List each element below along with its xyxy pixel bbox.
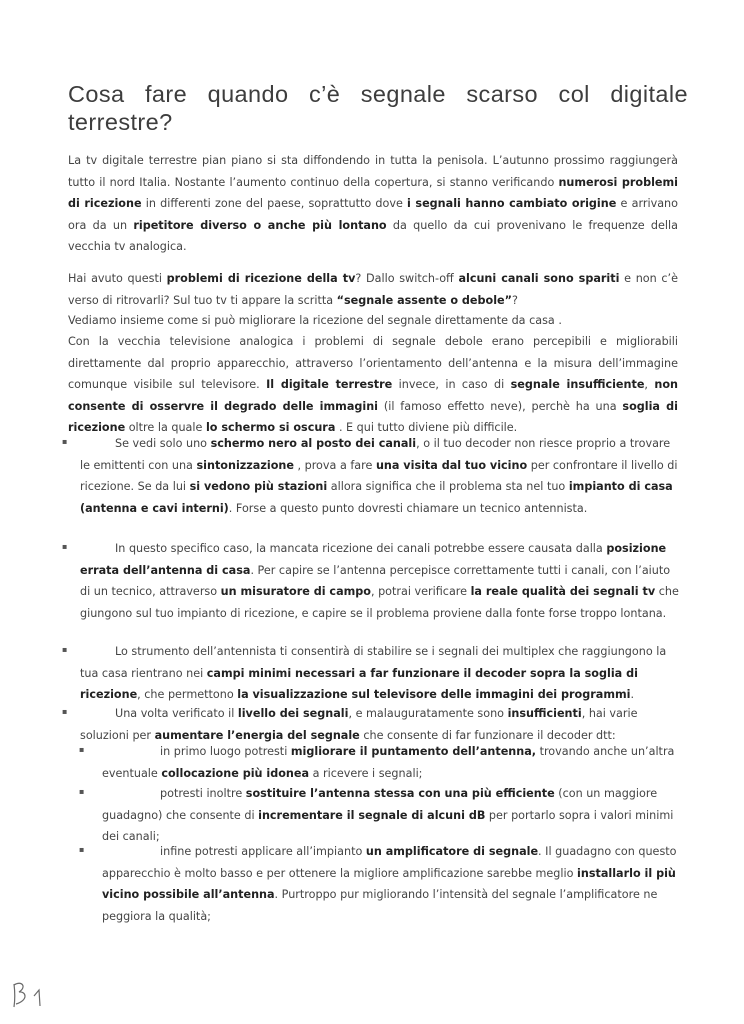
bold-text-run: Il digitale terrestre: [266, 378, 393, 391]
text-run: a ricevere i segnali;: [309, 766, 423, 780]
handwritten-signature: [10, 978, 50, 1010]
bold-text-run: insufficienti: [507, 707, 582, 720]
text-run: ?: [511, 293, 518, 307]
bold-text-run: incrementare il segnale di alcuni dB: [258, 808, 486, 822]
page-title: Cosa fare quando c’è segnale scarso col digitale terrestre?: [68, 81, 688, 135]
text-run: in differenti zone del paese, soprattutto dove: [141, 197, 408, 210]
bold-text-run: impianto di casa (antenna e cavi interni): [80, 480, 673, 515]
bold-text-run: i segnali hanno cambiato origine: [407, 197, 617, 210]
bold-text-run: schermo nero al posto dei canali: [210, 437, 417, 450]
bold-text-run: sostituire l’antenna stessa con una più efficiente: [245, 787, 555, 800]
bold-text-run: livello dei segnali: [237, 707, 349, 720]
text-run: Una volta verificato il: [115, 707, 238, 720]
bold-text-run: la reale qualità dei segnali tv: [470, 585, 656, 598]
text-run: che giungono sul tuo impianto di ricezione, e capire se il problema proviene dalla fonte forse troppo lontana.: [80, 585, 679, 620]
lead-paragraph: [68, 310, 678, 332]
text-run: e arrivano ora da un: [68, 197, 678, 232]
sub-item-pointing: [102, 741, 678, 784]
text-run: (con un maggiore guadagno) che consente di: [102, 787, 658, 822]
bullet-marker: ▪: [62, 437, 68, 446]
text-run: infine potresti applicare all’impianto: [160, 845, 366, 858]
text-run: Lo strumento dell’antennista ti consentirà di stabilire se i segnali dei multiplex che raggiungono la tua casa rientrano nei: [80, 645, 667, 680]
text-run: (il famoso effetto neve), perchè ha una: [378, 399, 623, 413]
bold-text-run: lo schermo si oscura: [205, 421, 336, 434]
bold-text-run: problemi di ricezione della tv: [166, 272, 356, 285]
text-run: . Forse a questo punto dovresti chiamare un tecnico antennista.: [228, 501, 588, 515]
bold-text-run: campi minimi necessari a far funzionare il decoder sopra la soglia di ricezione: [80, 666, 638, 701]
text-run: .: [630, 688, 635, 701]
sub-bullet-marker: ▪: [79, 745, 85, 754]
bullet-marker: ▪: [62, 542, 68, 551]
sub-bullet-marker: ▪: [79, 845, 85, 854]
sub-item-amplifier: [102, 841, 678, 927]
bold-text-run: numerosi problemi di ricezione: [68, 175, 678, 210]
text-run: Hai avuto questi: [68, 272, 167, 285]
text-run: ,: [644, 378, 655, 391]
bold-text-run: una visita dal tuo vicino: [375, 458, 528, 472]
text-run: . Il guadagno con questo apparecchio è molto basso e per ottenere la migliore amplificazione sarebbe meglio: [102, 845, 677, 880]
text-run: Con la vecchia televisione analogica i problemi di segnale debole erano percepibili e migliorabili direttamente dal proprio apparecchio, attraverso l’orientamento dell’antenna e la misura dell’immagine comunque visibile sul televisore.: [68, 335, 678, 391]
bullet-item-solutions: [80, 703, 680, 746]
text-run: , che permettono: [137, 688, 238, 701]
text-run: che consente di far funzionare il decoder dtt:: [359, 728, 616, 742]
bold-text-run: sintonizzazione: [196, 458, 294, 472]
text-run: da quello da cui provenivano le frequenze della vecchia tv analogica.: [68, 218, 678, 253]
bold-text-run: soglia di ricezione: [68, 399, 678, 434]
bullet-item-black-screen: [80, 433, 680, 519]
bold-text-run: migliorare il puntamento dell’antenna,: [290, 745, 537, 758]
bold-text-run: un amplificatore di segnale: [365, 845, 539, 858]
sub-bullet-marker: ▪: [79, 787, 85, 796]
text-run: La tv digitale terrestre pian piano si sta diffondendo in tutta la penisola. L’autunno prossimo raggiungerà tutto il nord Italia. Nostante l’aumento continuo della copertura, si stanno verificando: [68, 154, 678, 189]
question-paragraph: [68, 268, 678, 311]
text-run: , potrai verificare: [370, 585, 471, 598]
text-run: e non c’è verso di ritrovarli? Sul tuo tv ti appare la scritta: [68, 272, 678, 307]
bold-text-run: non consente di osservre il degrado delle immagini: [68, 378, 678, 413]
text-run: per portarlo sopra i valori minimi dei canali;: [102, 808, 674, 843]
bold-text-run: la visualizzazione sul televisore delle immagini dei programmi: [237, 688, 631, 701]
text-run: potresti inoltre: [160, 787, 246, 800]
text-run: allora significa che il problema sta nel tuo: [327, 480, 569, 493]
analog-vs-digital-paragraph: [68, 331, 678, 439]
bold-text-run: installarlo il più vicino possibile all’antenna: [102, 866, 676, 901]
text-run: , o il tuo decoder non riesce proprio a trovare le emittenti con una: [80, 437, 671, 472]
bold-text-run: un misuratore di campo: [220, 585, 371, 598]
bullet-marker: ▪: [62, 707, 68, 716]
text-run: ? Dallo switch-off: [355, 272, 459, 285]
text-run: In questo specifico caso, la mancata ricezione dei canali potrebbe essere causata dalla: [115, 542, 607, 555]
bullet-item-multiplex: [80, 641, 680, 706]
bold-text-run: collocazione più idonea: [161, 766, 310, 780]
text-run: . Per capire se l’antenna percepisce correttamente tutti i canali, con l’aiuto di un tecnico, attraverso: [80, 563, 671, 598]
sub-item-replace-antenna: [102, 783, 678, 848]
bold-text-run: segnale insufficiente: [510, 378, 645, 391]
bullet-marker: ▪: [62, 645, 68, 654]
text-run: , hai varie soluzioni per: [80, 707, 638, 742]
text-run: , prova a fare: [293, 458, 376, 472]
text-run: , e malauguratamente sono: [348, 707, 508, 720]
bold-text-run: ripetitore diverso o anche più lontano: [133, 218, 387, 232]
bold-text-run: aumentare l’energia del segnale: [154, 728, 360, 742]
text-run: trovando anche un’altra eventuale: [102, 745, 675, 780]
bullet-item-antenna-position: [80, 538, 680, 624]
bold-text-run: si vedono più stazioni: [189, 480, 328, 493]
text-run: Vediamo insieme come si può migliorare la ricezione del segnale direttamente da casa .: [68, 314, 562, 327]
text-run: in primo luogo potresti: [160, 745, 291, 758]
text-run: . E qui tutto diviene più difficile.: [335, 421, 518, 434]
text-run: Se vedi solo uno: [115, 437, 211, 450]
text-run: invece, in caso di: [392, 378, 511, 391]
bold-text-run: posizione errata dell’antenna di casa: [80, 542, 667, 577]
text-run: . Purtroppo pur migliorando l’intensità del segnale l’amplificatore ne peggiora la qualità;: [102, 888, 658, 923]
text-run: per confrontare il livello di ricezione. Se da lui: [80, 458, 678, 493]
bold-text-run: alcuni canali sono spariti: [458, 272, 620, 285]
intro-paragraph: [68, 150, 678, 258]
text-run: oltre la quale: [125, 421, 206, 434]
bold-text-run: “segnale assente o debole”: [336, 293, 512, 307]
